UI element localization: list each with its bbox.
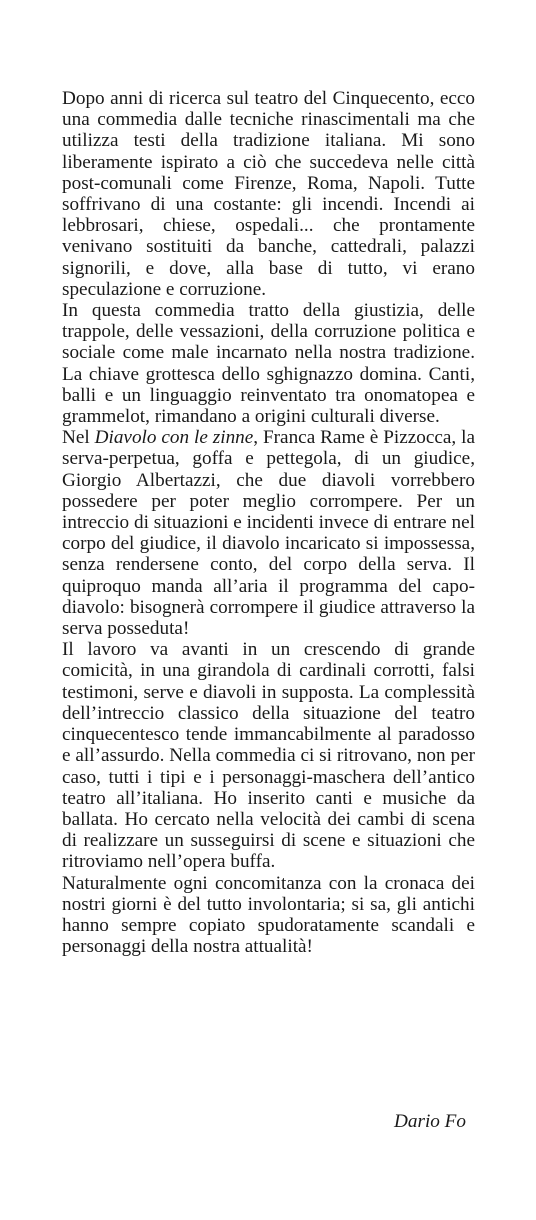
author-signature: Dario Fo xyxy=(394,1111,466,1132)
paragraph-5: Naturalmente ogni concomitanza con la cronaca dei nostri giorni è del tutto involontaria; si sa, gli antichi hanno sempre copiato spudoratamente scandali e personaggi della nostra attualità! xyxy=(62,872,475,958)
paragraph-3-lead: Nel xyxy=(62,427,95,449)
paragraph-4: Il lavoro va avanti in un crescendo di grande comicità, in una girandola di cardinali corrotti, falsi testimoni, serve e diavoli in supposta. La complessità dell’intreccio classico della situazione del teatro cinquecentesco tende immancabilmente al paradosso e all’assurdo. Nella commedia ci si ritrovano, non per caso, tutti i tipi e i personaggi-maschera dell’antico teatro all’italiana. Ho inserito canti e musiche da ballata. Ho cercato nella velocità dei cambi di scena di realizzare un susseguirsi di scene e situazioni che ritroviamo nell’opera buffa. xyxy=(62,639,475,873)
paragraph-3 xyxy=(62,427,475,639)
paragraph-3-rest: , Franca Rame è Pizzocca, la serva-perpetua, goffa e pettegola, di un giudice, Giorgio Albertazzi, che due diavoli vorrebbero possedere per poter meglio corrompere. Per un intreccio di situazioni e incidenti invece di entrare nel corpo del giudice, il diavolo incaricato si impossessa, senza rendersene conto, del corpo della serva. Il quiproquo manda all’aria il programma del capo-diavolo: bisognerà corrompere il giudice attraverso la serva posseduta! xyxy=(62,427,475,640)
paragraph-2: In questa commedia tratto della giustizia, delle trappole, delle vessazioni, della corruzione politica e sociale come male incarnato nella nostra tradizione. La chiave grottesca dello sghignazzo domina. Canti, balli e un linguaggio reinventato tra onomatopea e grammelot, rimandano a origini culturali diverse. xyxy=(62,300,475,428)
paragraph-1: Dopo anni di ricerca sul teatro del Cinquecento, ecco una commedia dalle tecniche rinascimentali ma che utilizza testi della tradizione italiana. Mi sono liberamente ispirato a ciò che succedeva nelle città post-comunali come Firenze, Roma, Napoli. Tutte soffrivano di una costante: gli incendi. Incendi ai lebbrosari, chiese, ospedali... che prontamente venivano sostituiti da banche, cattedrali, palazzi signorili, e dove, alla base di tutto, vi erano speculazione e corruzione. xyxy=(62,88,475,300)
body-text xyxy=(62,88,475,957)
play-title: Diavolo con le zinne xyxy=(94,427,254,449)
